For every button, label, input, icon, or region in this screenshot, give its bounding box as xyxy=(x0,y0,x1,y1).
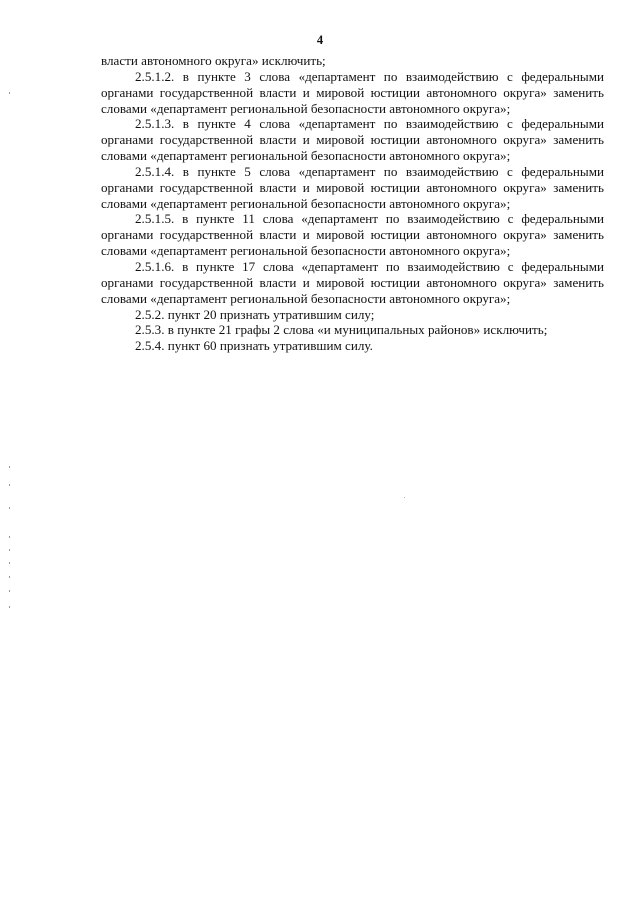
scan-speck xyxy=(404,497,405,498)
paragraph-2-5-1-3: 2.5.1.3. в пункте 4 слова «департамент по взаимодействию с федеральными органами государственной власти и мировой юстиции автономного округа» заменить словами «департамент региональной безопасности автономного округа»; xyxy=(101,116,604,164)
scan-speck xyxy=(9,92,10,94)
paragraph-2-5-1-6: 2.5.1.6. в пункте 17 слова «департамент по взаимодействию с федеральными органами государственной власти и мировой юстиции автономного округа» заменить словами «департамент региональной безопасности автономного округа»; xyxy=(101,258,604,306)
paragraph-2-5-4: 2.5.4. пункт 60 признать утратившим силу. xyxy=(135,338,373,354)
scan-speck xyxy=(9,536,10,538)
paragraph-2-5-3: 2.5.3. в пункте 21 графы 2 слова «и муниципальных районов» исключить; xyxy=(135,322,548,338)
paragraph-continuation: власти автономного округа» исключить; xyxy=(101,53,326,68)
paragraph-2-5-1-5: 2.5.1.5. в пункте 11 слова «департамент по взаимодействию с федеральными органами государственной власти и мировой юстиции автономного округа» заменить словами «департамент региональной безопасности автономного округа»; xyxy=(101,211,604,259)
scan-speck xyxy=(9,484,10,486)
paragraph-2-5-2: 2.5.2. пункт 20 признать утратившим силу; xyxy=(135,306,375,322)
scan-artifacts xyxy=(9,0,11,905)
scan-speck xyxy=(9,562,10,564)
scan-speck xyxy=(9,606,10,608)
paragraph-2-5-1-4: 2.5.1.4. в пункте 5 слова «департамент по взаимодействию с федеральными органами государственной власти и мировой юстиции автономного округа» заменить словами «департамент региональной безопасности автономного округа»; xyxy=(101,163,604,211)
document-body xyxy=(101,53,604,354)
scan-speck xyxy=(9,576,10,578)
scan-speck xyxy=(9,466,10,468)
scan-speck xyxy=(9,549,10,551)
paragraph-2-5-1-2: 2.5.1.2. в пункте 3 слова «департамент по взаимодействию с федеральными органами государственной власти и мировой юстиции автономного округа» заменить словами «департамент региональной безопасности автономного округа»; xyxy=(101,68,604,116)
scan-speck xyxy=(9,590,10,592)
page-number: 4 xyxy=(316,33,324,47)
scan-speck xyxy=(9,507,10,509)
